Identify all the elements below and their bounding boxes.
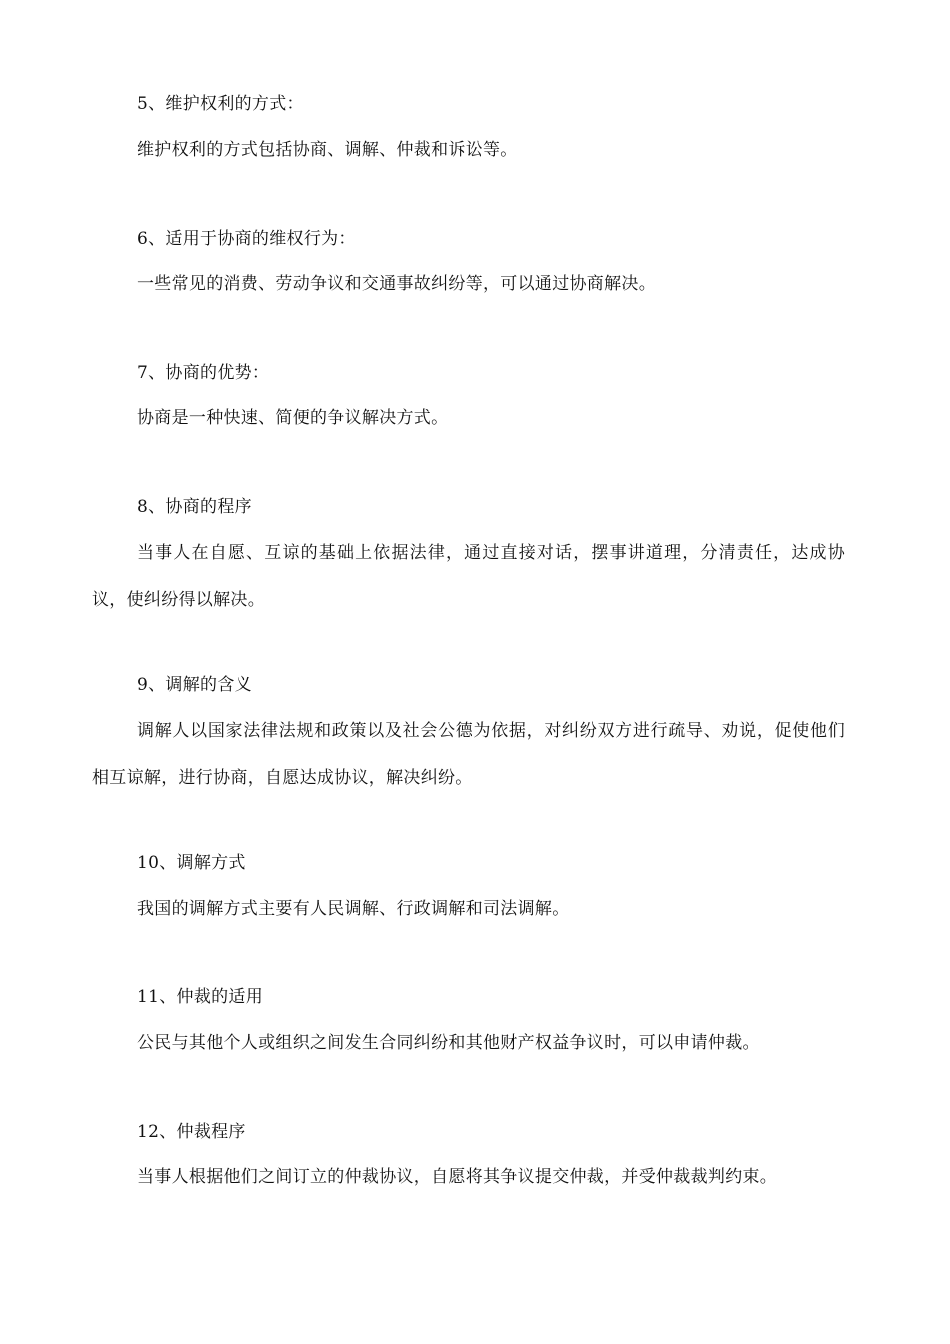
section-body: 协商是一种快速、简便的争议解决方式。 [137, 408, 449, 428]
section-heading: 6、适用于协商的维权行为： [137, 229, 356, 249]
section-heading: 10、调解方式 [137, 853, 246, 873]
section-body: 调解人以国家法律法规和政策以及社会公德为依据，对纠纷双方进行疏导、劝说，促使他们相互谅解，进行协商，自愿达成协议，解决纠纷。 [92, 721, 845, 788]
section-body: 维护权利的方式包括协商、调解、仲裁和诉讼等。 [137, 140, 518, 160]
section-heading: 8、协商的程序 [137, 497, 252, 517]
section-body: 我国的调解方式主要有人民调解、行政调解和司法调解。 [137, 899, 570, 919]
section-body: 一些常见的消费、劳动争议和交通事故纠纷等，可以通过协商解决。 [137, 274, 656, 294]
section-heading: 11、仲裁的适用 [137, 987, 264, 1007]
section-heading: 5、维护权利的方式： [137, 94, 304, 114]
section-heading: 9、调解的含义 [137, 675, 252, 695]
section-body: 当事人在自愿、互谅的基础上依据法律，通过直接对话，摆事讲道理，分清责任，达成协议，使纠纷得以解决。 [92, 543, 845, 610]
section-heading: 12、仲裁程序 [137, 1122, 246, 1142]
section-body: 当事人根据他们之间订立的仲裁协议，自愿将其争议提交仲裁，并受仲裁裁判约束。 [137, 1167, 778, 1187]
section-heading: 7、协商的优势： [137, 363, 270, 383]
section-body: 公民与其他个人或组织之间发生合同纠纷和其他财产权益争议时，可以申请仲裁。 [137, 1033, 760, 1053]
